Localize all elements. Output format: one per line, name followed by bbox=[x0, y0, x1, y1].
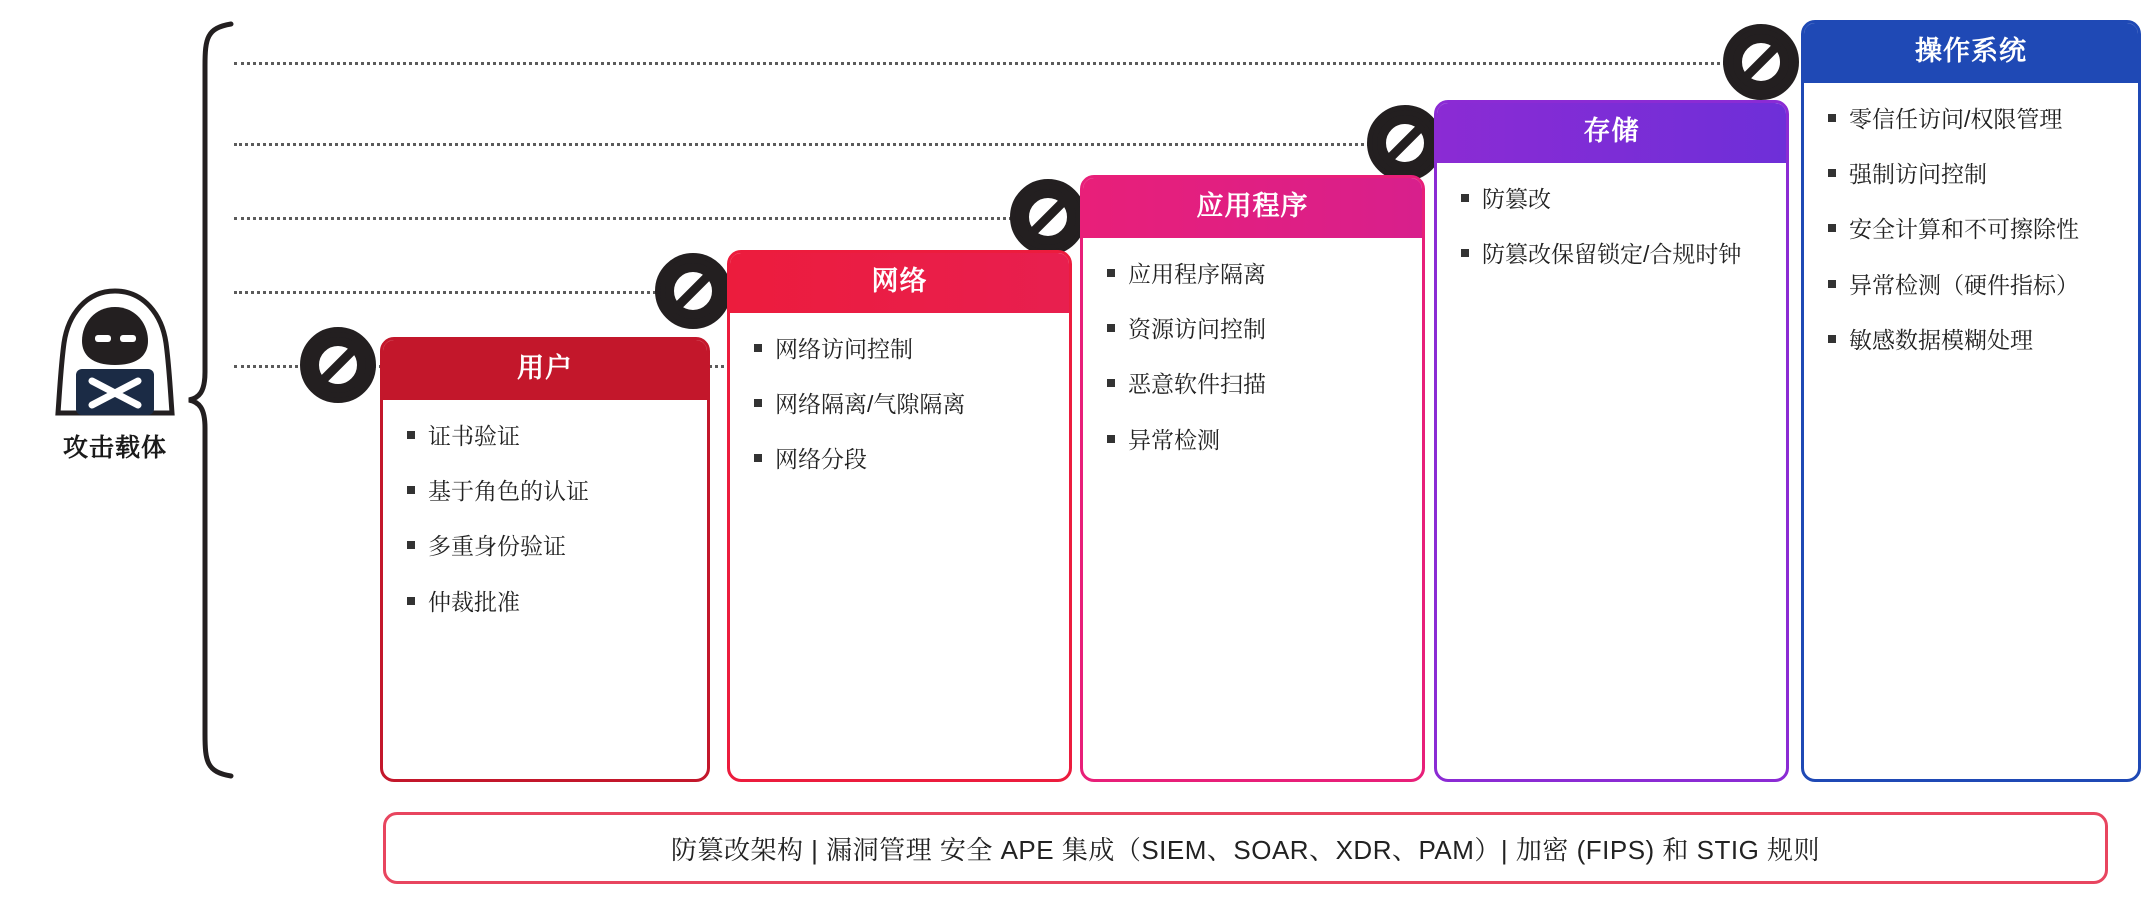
bullet-square-icon bbox=[1828, 169, 1836, 177]
bullet-square-icon bbox=[1107, 435, 1115, 443]
bullet-square-icon bbox=[407, 541, 415, 549]
layer-items-user bbox=[383, 400, 707, 651]
bullet-square-icon bbox=[754, 454, 762, 462]
bullet-square-icon bbox=[407, 431, 415, 439]
foundation-bar bbox=[383, 812, 2108, 884]
no-entry-icon-network bbox=[655, 253, 731, 329]
list-item: 强制访问控制 bbox=[1828, 158, 2116, 191]
layer-items-operating-system bbox=[1804, 83, 2138, 390]
list-item: 零信任访问/权限管理 bbox=[1828, 103, 2116, 136]
grouping-brace bbox=[185, 20, 245, 780]
list-item: 多重身份验证 bbox=[407, 530, 685, 563]
no-entry-icon-storage bbox=[1367, 105, 1443, 181]
layer-items-storage bbox=[1437, 163, 1786, 304]
bullet-square-icon bbox=[1461, 194, 1469, 202]
bullet-square-icon bbox=[1828, 280, 1836, 288]
layer-card-network[interactable] bbox=[727, 250, 1072, 782]
bullet-square-icon bbox=[407, 486, 415, 494]
hooded-attacker-icon bbox=[40, 285, 190, 420]
bullet-square-icon bbox=[407, 597, 415, 605]
attack-vector-label: 攻击载体 bbox=[62, 434, 167, 462]
list-item: 应用程序隔离 bbox=[1107, 258, 1400, 291]
layer-card-user[interactable] bbox=[380, 337, 710, 782]
layer-card-storage[interactable] bbox=[1434, 100, 1789, 782]
list-item: 网络分段 bbox=[754, 443, 1047, 476]
no-entry-icon-operating-system bbox=[1723, 24, 1799, 100]
layer-items-application bbox=[1083, 238, 1422, 489]
layer-title-operating-system: 操作系统 bbox=[1804, 23, 2138, 83]
no-entry-icon-application bbox=[1010, 179, 1086, 255]
bullet-square-icon bbox=[1828, 335, 1836, 343]
bullet-square-icon bbox=[754, 399, 762, 407]
list-item: 异常检测 bbox=[1107, 424, 1400, 457]
foundation-bar-text: 防篡改架构 | 漏洞管理 安全 APE 集成（SIEM、SOAR、XDR、PAM）| 加密 (FIPS) 和 STIG 规则 bbox=[670, 834, 1821, 865]
layer-card-operating-system[interactable] bbox=[1801, 20, 2141, 782]
leader-line-operating-system bbox=[234, 62, 1804, 65]
attack-vector-group bbox=[30, 285, 200, 464]
no-entry-icon-user bbox=[300, 327, 376, 403]
layer-title-network: 网络 bbox=[730, 253, 1069, 313]
list-item: 仲裁批准 bbox=[407, 586, 685, 619]
bullet-square-icon bbox=[1828, 114, 1836, 122]
list-item: 异常检测（硬件指标） bbox=[1828, 269, 2116, 302]
list-item: 防篡改 bbox=[1461, 183, 1764, 216]
list-item: 网络隔离/气隙隔离 bbox=[754, 388, 1047, 421]
list-item: 安全计算和不可擦除性 bbox=[1828, 213, 2116, 246]
layer-items-network bbox=[730, 313, 1069, 509]
layer-title-user: 用户 bbox=[383, 340, 707, 400]
list-item: 证书验证 bbox=[407, 420, 685, 453]
list-item: 网络访问控制 bbox=[754, 333, 1047, 366]
list-item: 资源访问控制 bbox=[1107, 313, 1400, 346]
bullet-square-icon bbox=[1107, 379, 1115, 387]
leader-line-storage bbox=[234, 143, 1544, 146]
list-item: 防篡改保留锁定/合规时钟 bbox=[1461, 238, 1764, 271]
bullet-square-icon bbox=[1107, 324, 1115, 332]
list-item: 基于角色的认证 bbox=[407, 475, 685, 508]
bullet-square-icon bbox=[1828, 224, 1836, 232]
layer-title-application: 应用程序 bbox=[1083, 178, 1422, 238]
list-item: 敏感数据模糊处理 bbox=[1828, 324, 2116, 357]
list-item: 恶意软件扫描 bbox=[1107, 368, 1400, 401]
bullet-square-icon bbox=[1107, 269, 1115, 277]
layer-title-storage: 存储 bbox=[1437, 103, 1786, 163]
bullet-square-icon bbox=[1461, 249, 1469, 257]
bullet-square-icon bbox=[754, 344, 762, 352]
layer-card-application[interactable] bbox=[1080, 175, 1425, 782]
